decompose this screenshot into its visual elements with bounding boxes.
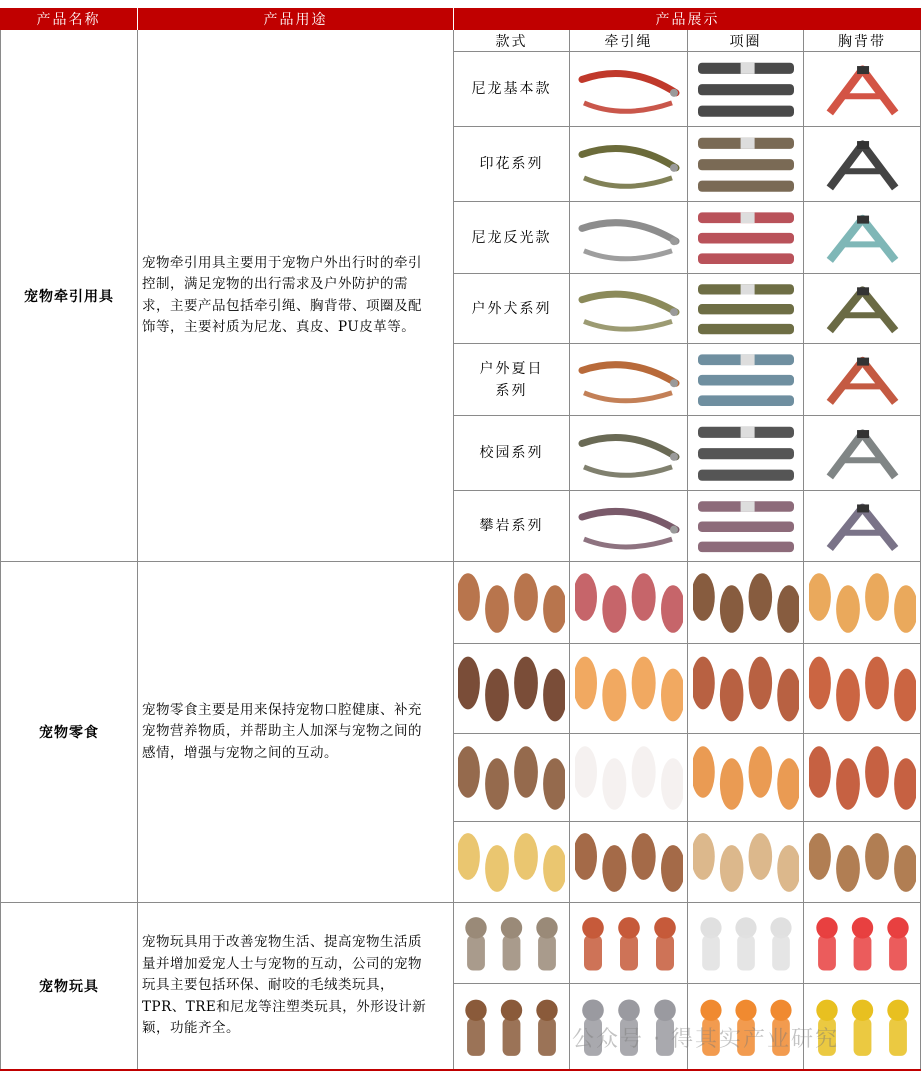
leash-product-image <box>570 491 688 562</box>
snack-product-image <box>804 562 921 644</box>
snack-product-image <box>688 644 804 734</box>
snack-product-image <box>688 734 804 822</box>
bottom-rule <box>0 1069 921 1071</box>
leash-product-image <box>570 274 688 344</box>
snack-product-image <box>804 822 921 903</box>
leash-product-image <box>570 52 688 127</box>
style-outdoor-dog <box>453 274 570 344</box>
collar-product-image <box>688 274 804 344</box>
snack-product-image <box>570 562 688 644</box>
style-campus <box>453 416 570 491</box>
harness-product-image <box>804 274 921 344</box>
harness-product-image <box>804 491 921 562</box>
row-description-snacks <box>138 562 454 903</box>
collar-product-image <box>688 52 804 127</box>
header-product-display: 产品展示 <box>454 8 921 30</box>
toy-product-image <box>804 903 921 984</box>
style-outdoor-summer <box>453 344 570 416</box>
subheader-style: 款式 <box>453 30 570 52</box>
toy-product-image <box>453 903 570 984</box>
toy-product-image <box>570 903 688 984</box>
snack-product-image <box>688 822 804 903</box>
style-label: 印花系列 <box>479 156 544 172</box>
subheader-collar: 项圈 <box>688 30 804 52</box>
leash-product-image <box>570 127 688 202</box>
snack-product-image <box>688 562 804 644</box>
row-description-toys <box>138 903 454 1070</box>
snack-product-image <box>453 822 570 903</box>
style-label: 户外犬系列 <box>471 300 552 317</box>
leash-product-image <box>570 344 688 416</box>
harness-product-image <box>804 416 921 491</box>
collar-product-image <box>688 202 804 274</box>
toy-product-image <box>688 903 804 984</box>
style-print <box>453 127 570 202</box>
toy-product-image <box>453 984 570 1070</box>
row-name-leash: 宠物牵引用具 <box>0 30 138 562</box>
row-name-snacks: 宠物零食 <box>0 562 138 903</box>
subheader-leash: 牵引绳 <box>570 30 688 52</box>
style-label: 尼龙反光款 <box>471 229 552 246</box>
collar-product-image <box>688 491 804 562</box>
leash-product-image <box>570 202 688 274</box>
snack-product-image <box>570 644 688 734</box>
style-reflective <box>453 202 570 274</box>
row-name-toys: 宠物玩具 <box>0 903 138 1070</box>
subheader-harness: 胸背带 <box>804 30 921 52</box>
snack-product-image <box>453 644 570 734</box>
watermark: 公众号 · 得其实产业研究 <box>572 1027 839 1052</box>
style-climbing <box>453 491 570 562</box>
harness-product-image <box>804 344 921 416</box>
header-product-use: 产品用途 <box>138 8 453 30</box>
style-nylon-basic <box>453 52 570 127</box>
leash-product-image <box>570 416 688 491</box>
collar-product-image <box>688 344 804 416</box>
description-text: 宠物玩具用于改善宠物生活、提高宠物生活质量并增加爱宠人士与宠物的互动，公司的宠物玩具主要包括环保、耐咬的毛绒类玩具，TPR、TRE和尼龙等注塑类玩具，外形设计新颖，功能齐全。 <box>142 934 427 1037</box>
description-text: 宠物零食主要是用来保持宠物口腔健康、补充宠物营养物质，并帮助主人加深与宠物之间的感情，增强与宠物之间的互动。 <box>142 701 422 761</box>
harness-product-image <box>804 127 921 202</box>
header-product-name: 产品名称 <box>0 8 137 30</box>
snack-product-image <box>570 822 688 903</box>
collar-product-image <box>688 416 804 491</box>
snack-product-image <box>804 644 921 734</box>
snack-product-image <box>453 734 570 822</box>
harness-product-image <box>804 52 921 127</box>
collar-product-image <box>688 127 804 202</box>
style-label: 攀岩系列 <box>479 518 544 534</box>
row-description-leash <box>138 30 454 562</box>
snack-product-image <box>570 734 688 822</box>
style-label: 校园系列 <box>479 445 544 461</box>
style-label: 尼龙基本款 <box>471 81 552 97</box>
snack-product-image <box>453 562 570 644</box>
style-label: 户外夏日系列 <box>479 360 544 399</box>
snack-product-image <box>804 734 921 822</box>
harness-product-image <box>804 202 921 274</box>
description-text: 宠物牵引用具主要用于宠物户外出行时的牵引控制，满足宠物的出行需求及户外防护的需求，主要产品包括牵引绳、胸背带、项圈及配饰等，主要衬质为尼龙、真皮、PU皮革等。 <box>142 254 422 335</box>
